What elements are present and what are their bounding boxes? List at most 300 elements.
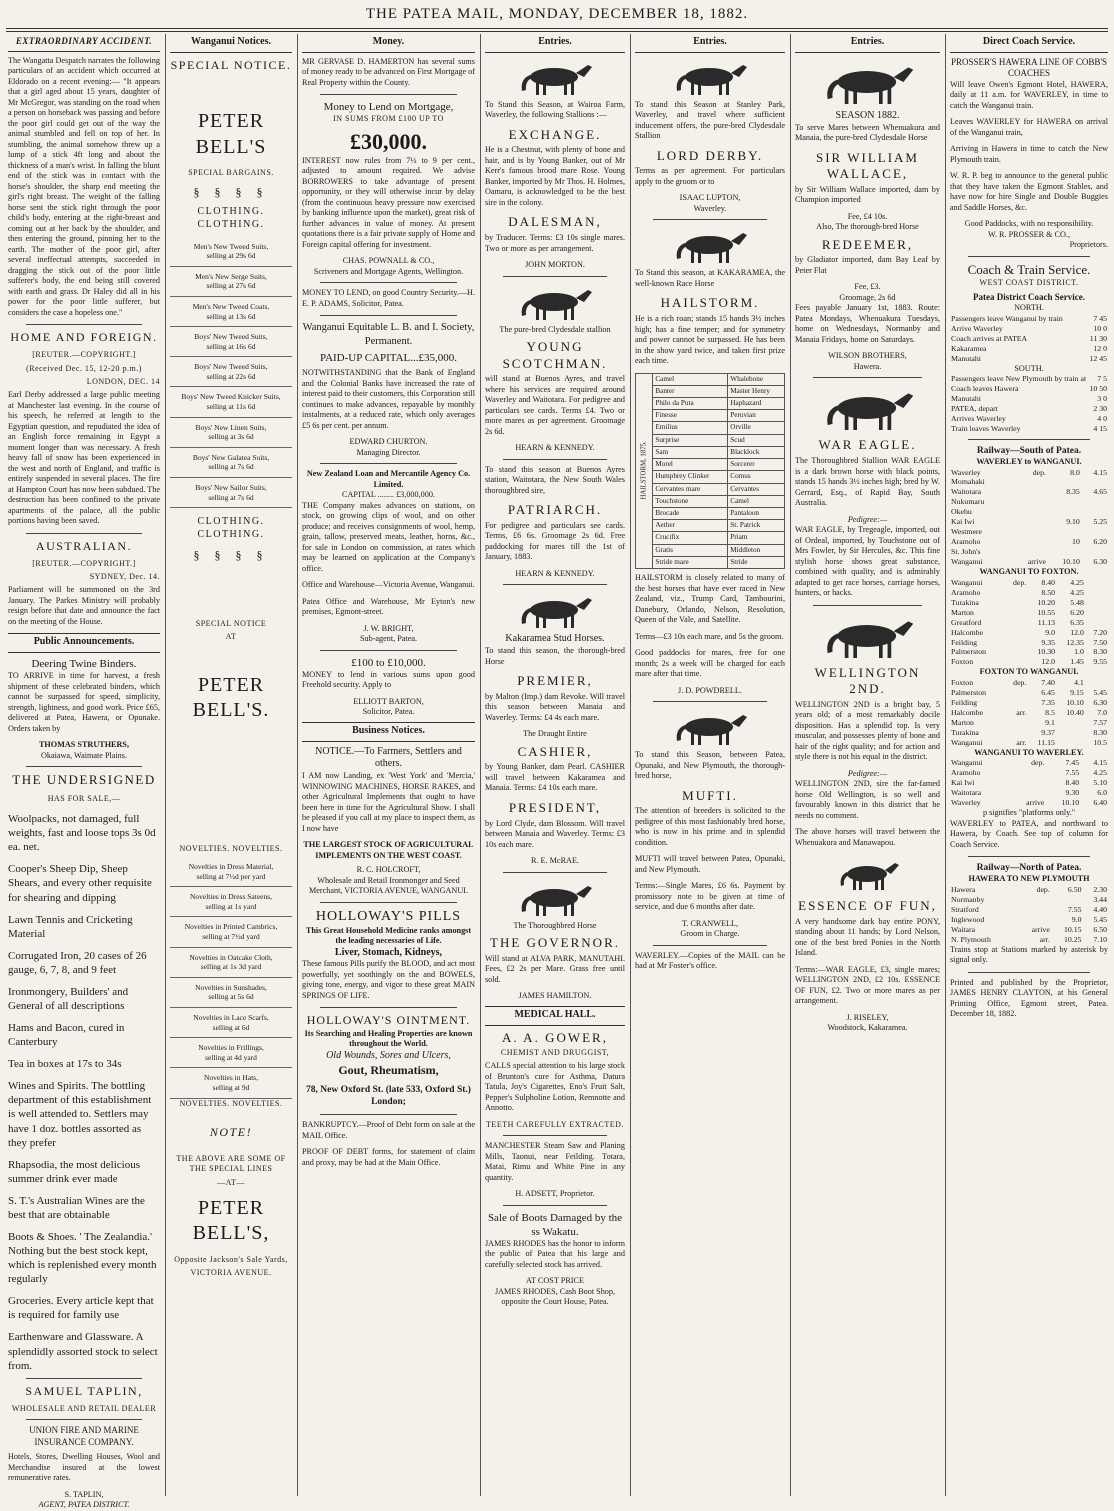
time-cell — [1012, 497, 1047, 507]
home-foreign-heading: HOME AND FOREIGN. — [10, 330, 158, 345]
essence-terms: Terms:—WAR EAGLE, £3, single mares; WELLINGTON 2ND, £2 10s. ESSENCE OF FUN, £2. Two or more mares as per arrangement. — [795, 964, 940, 1006]
station-name: Foxton — [951, 657, 974, 667]
time-cell: 6.30 — [1093, 697, 1107, 707]
suit-item — [170, 387, 292, 417]
station-name: Wanganui — [951, 737, 983, 747]
wilson-name: WILSON BROTHERS, — [828, 351, 907, 361]
time-cell: dep. — [1012, 577, 1027, 587]
union-text: Hotels, Stores, Dwelling Houses, Wool and Merchandise insured at the lowest remunerative rates. — [8, 1452, 160, 1483]
gower-text: CALLS special attention to his large stock of Brunton's cure for Asthma, Datura Tatula, Joy's Cigarettes, Eno's Fruit Salt, Pepper's Sulpholine Lotion, Remnotte and Annotto. — [485, 1061, 625, 1113]
hailstorm-terms: Terms—£3 10s each mare, and 5s the groom. — [635, 631, 784, 641]
timetable-row — [950, 507, 1108, 517]
time-cell: dep. — [1031, 758, 1045, 768]
time-cell — [1047, 547, 1081, 557]
time-cell: 7.0 — [1097, 707, 1107, 717]
time-cell — [1005, 638, 1027, 648]
platform-note: p signifies "platforms only." — [982, 808, 1076, 818]
timetable-row — [950, 557, 1108, 567]
largest-stock: THE LARGEST STOCK OF AGRICULTURAL IMPLEMENTS ON THE WEST COAST. — [303, 840, 474, 860]
trains-stop-note: Trains stop at Stations marked by asterisk by signal only. — [950, 944, 1108, 965]
pedigree-row — [636, 422, 785, 434]
novelty-item — [170, 917, 292, 947]
pedigree-dam: Blacklock — [728, 446, 785, 458]
wallace-text: by Sir William Wallace imported, dam by Champion imported — [795, 184, 940, 205]
bankruptcy-notice: BANKRUPTCY.—Proof of Debt form on sale at the MAIL Office. — [302, 1120, 475, 1140]
wanganui-waverley-timetable — [950, 758, 1108, 808]
station-name: Turakina — [951, 727, 979, 737]
hailstorm-text: He is a rich roan; stands 15 hands 3½ inches high; has a fine temper; and for symmetry and power cannot be surpassed. He has been in the show yard twice, and taken first prize each time. — [635, 314, 785, 366]
timetable-row — [950, 324, 1108, 334]
draught-intro: The Draught Entire — [523, 729, 587, 739]
barton-subtitle: Solicitor, Patea. — [362, 707, 415, 717]
pedigree-dam: Scud — [728, 434, 785, 446]
novelty-price: selling at 9d — [212, 1082, 250, 1092]
young-text: will stand at Buenos Ayres, and travel where his services are required around Waverley and Waitotara. For pedigree and particulars see cards. Terms £4. Two or more mares as per agreement. Groomage 2s 6d. — [485, 374, 625, 436]
pedigree-sire: Camel — [653, 373, 728, 385]
timetable-row — [950, 758, 1108, 768]
riseley-name: J. RISELEY, — [846, 1012, 889, 1022]
time-cell: 7 5 — [1097, 374, 1107, 384]
station-name: Manutahi — [951, 353, 981, 363]
pedigree-dam: St. Patrick — [728, 520, 785, 532]
accident-heading: EXTRAORDINARY ACCIDENT. — [8, 34, 160, 52]
time-cell — [1009, 788, 1045, 798]
pedigree-row — [636, 459, 785, 471]
time-cell — [1005, 588, 1027, 598]
time-cell: 8.30 — [1093, 647, 1107, 657]
s-taplin: S. TAPLIN, — [64, 1489, 104, 1499]
novelty-item — [170, 1008, 292, 1038]
suit-item — [170, 267, 292, 297]
suit-name: Boys' New Tweed Suits, — [194, 332, 268, 342]
deering-text: TO ARRIVE in time for harvest, a fresh shipment of these celebrated binders, which cannot be surpassed for speed, simplicity, strength, lightness, and good work. Price £65, delivered at Patea, Hawera, or Opunake. Orders taken by — [8, 671, 160, 733]
time-cell: 4 15 — [1093, 423, 1107, 433]
paddocks-line: Good Paddocks, with no responsibility. — [964, 219, 1094, 229]
timetable-row — [950, 424, 1108, 434]
received-line: (Received Dec. 15, 12-20 p.m.) — [26, 363, 142, 373]
horse-illustration — [665, 225, 755, 265]
station-name: Halcombe — [951, 707, 984, 717]
coach-train-heading: Coach & Train Service. — [967, 261, 1091, 277]
time-cell: arrive — [1031, 924, 1050, 934]
timetable-row — [950, 394, 1108, 404]
ornament-row: § § § § — [193, 184, 269, 199]
dateline-london: LONDON, DEC. 14 — [86, 376, 160, 386]
time-cell: 9.0 — [1071, 914, 1082, 924]
pedigree-dam: Middleton — [728, 544, 785, 556]
medical-hall-heading: MEDICAL HALL. — [485, 1006, 625, 1026]
station-name: Kakaramea — [951, 343, 987, 353]
station-name: Aramoho — [951, 537, 981, 547]
kakaramea-heading: Kakaramea Stud Horses. — [505, 633, 605, 645]
time-cell: 10.20 — [1037, 597, 1056, 607]
special-notice: SPECIAL NOTICE. — [170, 57, 292, 72]
time-cell: 10.15 — [1064, 924, 1082, 934]
novelty-price: selling at 1s 3d yard — [200, 962, 262, 972]
horse-lord-derby: LORD DERBY. — [656, 147, 764, 163]
time-cell: 8.30 — [1093, 727, 1107, 737]
leaves-text: Leaves WAVERLEY for HAWERA on arrival of the Wanganui train, — [950, 117, 1108, 137]
victoria-avenue: VICTORIA AVENUE. — [190, 1268, 272, 1278]
president-text: by Lord Clyde, dam Blossom. Will travel between Manaia and Waverley. Terms: £3 10s each mare. — [485, 818, 625, 849]
teeth-line: TEETH CAREFULLY EXTRACTED. — [486, 1119, 624, 1129]
pedigree-row — [636, 544, 785, 556]
pedigree-sire: Emilius — [653, 422, 728, 434]
pedigree-sire: Stride mare — [653, 556, 728, 568]
suit-price: selling at 7s 6d — [208, 462, 254, 472]
paid-text: NOTWITHSTANDING that the Bank of England and the Colonial Banks have increased the rate of interest paid to their customers, this Corporation still continues to make advances, repayable by monthly instalments, at a reduced rate, which only averages £5 6s per cent. per annum. — [302, 368, 475, 430]
station-name: Okehu — [951, 507, 972, 517]
boots-text: JAMES RHODES has the honor to inform the public of Patea that his large and carefully selected stock has arrived. — [485, 1238, 625, 1269]
pedigree-label: HAILSTORM, 1875. — [636, 373, 653, 569]
novelties-heading: NOVELTIES. NOVELTIES. — [179, 843, 283, 853]
time-cell: 9.15 — [1070, 687, 1084, 697]
dalesman-text: by Traducer. Terms: £3 10s single mares. Two or more as per arrangement. — [485, 233, 625, 253]
south-heading: SOUTH. — [1014, 363, 1044, 373]
time-cell: 3.44 — [1093, 894, 1107, 904]
pedigree-row — [636, 495, 785, 507]
reuter-copyright: [REUTER.—COPYRIGHT.] — [32, 558, 136, 568]
time-cell: 11 30 — [1089, 333, 1107, 343]
time-cell: 5.45 — [1093, 687, 1107, 697]
novelty-name: Novelties in Lace Scarfs, — [193, 1013, 269, 1022]
pedigree-dam: Master Henry — [728, 385, 785, 397]
time-cell: 4.25 — [1093, 768, 1107, 778]
station-name: Waitotara — [951, 487, 982, 497]
station-name: Aramoho — [951, 768, 981, 778]
earthenware: Earthenware and Glassware. A splendidly assorted stock to select from. — [8, 1331, 158, 1372]
hundred-heading: £100 to £10,000. — [351, 656, 426, 669]
suit-price: selling at 27s 6d — [206, 281, 256, 291]
suit-item — [170, 297, 292, 327]
station-name: Coach arrives at PATEA — [951, 333, 1028, 343]
waverley-patea-note: WAVERLEY to PATEA, and northward to Hawera, by Coach. See top of column for Coach Service. — [950, 818, 1108, 849]
railway-north-heading: Railway—North of Patea. — [976, 863, 1082, 874]
time-cell — [1012, 527, 1047, 537]
dateline-sydney: SYDNEY, Dec. 14. — [89, 572, 160, 582]
time-cell: 8.40 — [1041, 577, 1056, 587]
time-cell: 10.10 — [1066, 697, 1084, 707]
fee-2: Fee, £3. — [854, 282, 881, 292]
timetable-row — [950, 638, 1108, 648]
time-cell — [1005, 718, 1028, 728]
pedigree-sire: Sam — [653, 446, 728, 458]
time-cell: 7.10 — [1093, 934, 1107, 944]
timetable-row — [950, 578, 1108, 588]
holloway-text: These famous Pills purify the BLOOD, and act most powerfully, yet soothingly on the and BOWELS, giving tone, energy, and vigor to these great MAIN SPRINGS OF LIFE. — [302, 959, 475, 1000]
time-cell — [1018, 915, 1051, 925]
wrp-text: W. R. P. beg to announce to the general public that they have taken the Egmont Stables, and have now for hire Single and Double Buggies and Saddle Horses, &c. — [950, 171, 1108, 212]
time-cell — [1012, 537, 1047, 547]
old-wounds: Old Wounds, Sores and Ulcers, — [326, 1049, 451, 1061]
time-cell: 8.50 — [1041, 587, 1056, 597]
time-cell — [1081, 547, 1108, 557]
timetable-row — [950, 517, 1108, 527]
station-name: Waverley — [951, 798, 981, 808]
pedigree-dam: Peruvian — [728, 410, 785, 422]
sydney-article: Parliament will be summoned on the 3rd January. The Parkes Ministry will probably resign before that date and announce the fact on the meeting of the House. — [8, 585, 160, 626]
corrugated-iron: Corrugated Iron, 20 cases of 26 gauge, 6, 7, 8, and 9 feet — [8, 949, 147, 976]
pedigree-heading-2: Pedigree:— — [847, 768, 888, 778]
time-cell — [1081, 527, 1108, 537]
suit-name: Men's New Serge Suits, — [195, 271, 267, 281]
time-cell — [1081, 477, 1108, 487]
reuter-copyright: [REUTER.—COPYRIGHT.] — [32, 350, 136, 360]
paid-up-capital: PAID-UP CAPITAL...£35,000. — [319, 352, 458, 365]
time-cell: 10.30 — [1037, 647, 1056, 657]
time-cell: 7 45 — [1093, 313, 1107, 323]
timetable-row — [950, 698, 1108, 708]
time-cell: 1.45 — [1070, 657, 1084, 667]
time-cell: 4.15 — [1093, 758, 1107, 768]
for-sale: HAS FOR SALE,— — [47, 793, 121, 803]
column-entries-3 — [791, 34, 944, 1496]
station-name: Marton — [951, 607, 974, 617]
suit-name: Boys' New Galatea Suits, — [192, 452, 270, 462]
time-cell — [1081, 507, 1108, 517]
mufti-more: MUFTI will travel between Patea, Opunaki, and New Plymouth. — [635, 854, 785, 874]
novelty-price: selling at 7½d yard — [202, 932, 260, 942]
war-more: WAR EAGLE, by Tregeagle, imported, out of Ordeal, imported, by Touchstone out of Mrs Fowler, by Sir Hercules, &c. This fine stylish horse shows great substance, combined with quality, and is admirably adapted to get race horses, carriage horses, hunters, or hacks. — [795, 525, 940, 598]
time-cell: 5.45 — [1093, 914, 1107, 924]
woolpacks: Woolpacks, not damaged, full weights, fast and loose tops 3s 0d ea. net. — [8, 813, 156, 854]
time-cell: 9.1 — [1045, 717, 1055, 727]
hawera-new-plymouth-timetable — [950, 885, 1108, 945]
station-name: St. John's — [951, 547, 981, 557]
station-name: Manutahi — [951, 393, 981, 403]
pedigree-dam: Haphazard — [728, 397, 785, 409]
suit-name: Boys' New Linen Suits, — [195, 422, 267, 432]
novelty-price: selling at 1s yard — [205, 901, 257, 911]
time-cell: 6.50 — [1067, 884, 1082, 894]
suit-price: selling at 13s 6d — [206, 311, 256, 321]
station-name: Nukumaru — [951, 497, 985, 507]
time-cell: 8.35 — [1066, 487, 1080, 497]
waverley-note: WAVERLEY.—Copies of the MAIL can be had at Mr Foster's office. — [635, 950, 785, 971]
horse-president: PRESIDENT, — [508, 799, 602, 815]
governor-text: Will stand at ALVA PARK, MANUTAHI. Fees, £2 2s per Mare. Grass free until sold. — [485, 953, 625, 984]
horse-illustration — [813, 383, 923, 433]
horse-premier: PREMIER, — [517, 673, 593, 689]
suit-price: selling at 22s 6d — [206, 371, 256, 381]
timetable-row — [950, 778, 1108, 788]
pedigree-row — [636, 446, 785, 458]
timetable-row — [950, 547, 1108, 557]
time-cell: 9.35 — [1041, 637, 1056, 647]
timetable-row — [950, 628, 1108, 638]
time-cell — [1012, 487, 1047, 497]
pony-illustration — [823, 854, 913, 894]
season-heading: SEASON 1882. — [835, 109, 900, 121]
time-cell: 12 45 — [1089, 353, 1107, 363]
special-notice-2: SPECIAL NOTICE — [195, 619, 267, 629]
time-cell — [1005, 688, 1028, 698]
pedigree-dam: Comus — [728, 471, 785, 483]
time-cell — [1081, 497, 1108, 507]
timetable-row — [950, 935, 1108, 945]
lend-amount: £30,000. — [350, 128, 427, 154]
timetable-row — [950, 885, 1108, 895]
timetable-row — [950, 798, 1108, 808]
morton-sign: JOHN MORTON. — [525, 260, 585, 270]
column-money — [298, 34, 479, 1496]
time-cell — [1005, 647, 1027, 657]
stanley-intro: To stand this Season at Stanley Park, Waverley, and travel where sufficient inducement offers, the pure-bred Clydesdale Stallion — [635, 99, 785, 141]
at-label: AT — [225, 632, 237, 642]
patriarch-text: For pedigree and particulars see cards. Terms, £6 6s. Groomage 2s 6d. Free paddocking for mares till the 1st of January, 1883. — [485, 520, 625, 562]
time-cell — [1012, 507, 1047, 517]
notice-heading: NOTICE.—To Farmers, Settlers and others. — [315, 745, 462, 770]
manchester-text: MANCHESTER Steam Saw and Planing Mills, Taonui, near Feilding. Totara, Matai, Rimu and White Pine in any quantity. — [485, 1141, 625, 1182]
agent-line: AGENT, PATEA DISTRICT. — [38, 1500, 130, 1510]
oxford-address: 78, New Oxford St. (late 533, Oxford St.) London; — [306, 1084, 471, 1108]
bright-name: J. W. BRIGHT, — [363, 623, 414, 633]
station-name: Turakina — [951, 597, 979, 607]
pedigree-row — [636, 373, 785, 385]
gower-subtitle: CHEMIST AND DRUGGIST, — [500, 1048, 610, 1058]
timetable-row — [950, 708, 1108, 718]
time-cell: 7.55 — [1067, 904, 1082, 914]
time-cell — [1056, 728, 1085, 738]
time-cell — [1047, 507, 1081, 517]
pedigree-row — [636, 532, 785, 544]
station-name: Wanganui — [951, 557, 983, 567]
lupton-subtitle: Waverley. — [693, 203, 727, 213]
kaka-intro-2: To Stand this season, at KAKARAMEA, the well-known Race Horse — [635, 268, 785, 288]
horse-patriarch: PATRIARCH. — [507, 502, 603, 518]
station-name: Train leaves Waverley — [951, 423, 1021, 433]
above-lines: THE ABOVE ARE SOME OF THE SPECIAL LINES — [176, 1154, 286, 1174]
station-name: Passengers leave Wanganui by train — [951, 313, 1063, 323]
station-name: Inglewood — [951, 914, 985, 924]
business-heading: Business Notices. — [302, 722, 475, 742]
pedigree-row — [636, 471, 785, 483]
lend-adams: MONEY TO LEND, on good Country Security.—H. E. P. ADAMS, Solicitor, Patea. — [302, 288, 475, 308]
suit-item — [170, 327, 292, 357]
time-cell: 10 50 — [1089, 384, 1107, 394]
essence-text: A very handsome dark bay entire PONY, standing about 11 hands; by Lord Nelson, one of the best bred Ponies in the North Island. — [795, 916, 940, 958]
station-name: Hawera — [951, 884, 976, 894]
novelty-name: Novelties in Oatcake Cloth, — [189, 952, 273, 962]
station-name: Momahaki — [951, 477, 985, 487]
suit-name: Boys' New Tweed Suits, — [194, 362, 268, 372]
equitable-heading: Wanganui Equitable L. B. and I. Society, Permanent. — [302, 322, 475, 347]
notice-text: I AM now Landing, ex 'West York' and 'Mercia,' WINNOWING MACHINES, HORSE RAKES, and other Agricultural Implements that ought to have been here in time for the Agricultural Show. I shall be pleased if you call at my place to inspect them, as I now have — [302, 771, 475, 833]
time-cell: 1.0 — [1074, 647, 1084, 657]
column-entries-2 — [631, 34, 789, 1496]
hamilton-sign: JAMES HAMILTON. — [518, 991, 592, 1001]
station-name: Arrive Waverley — [951, 323, 1003, 333]
time-cell: 7.40 — [1041, 677, 1055, 687]
struthers-name: THOMAS STRUTHERS, — [38, 740, 130, 750]
timetable-row — [950, 905, 1108, 915]
time-cell — [1009, 778, 1045, 788]
ornament-row: § § § § — [193, 547, 269, 562]
time-cell: 12.0 — [1041, 657, 1056, 667]
horse-illustration — [510, 878, 600, 918]
time-cell: 10.10 — [1062, 557, 1080, 567]
deering-heading: Deering Twine Binders. — [31, 658, 137, 671]
station-name: Kai Iwi — [951, 517, 975, 527]
wilson-subtitle: Hawera. — [853, 361, 882, 371]
top-rule — [6, 28, 1108, 29]
time-cell: 10.25 — [1064, 934, 1082, 944]
union-heading: UNION FIRE AND MARINE INSURANCE COMPANY. — [29, 1425, 139, 1447]
timetable-row — [950, 768, 1108, 778]
horse-dalesman: DALESMAN, — [508, 214, 602, 230]
time-cell: arrive — [1026, 798, 1045, 808]
redeemer-text: by Gladiator imported, dam Bay Leaf by Peter Flat — [795, 255, 940, 275]
wang-fox-heading: WANGANUI TO FOXTON. — [979, 567, 1079, 577]
peter-bell-title: PETER BELL'S — [195, 110, 267, 158]
taplin-subtitle: WHOLESALE AND RETAIL DEALER — [11, 1404, 157, 1414]
station-name: Wanganui — [951, 758, 983, 768]
column-entries-1 — [481, 34, 629, 1496]
struthers-address: Okaiawa, Waimate Plains. — [40, 750, 128, 760]
time-cell: 4.25 — [1070, 587, 1084, 597]
kaka-intro: To stand this season, the thorough-bred Horse — [485, 646, 625, 666]
prosser-text: Will leave Owen's Egmont Hotel, HAWERA, daily at 11 a.m. for WAVERLEY, in time to catch the Wanganui train. — [950, 79, 1108, 110]
horse-wallace: SIR WILLIAM WALLACE, — [815, 149, 919, 182]
at-label-2: —AT— — [217, 1177, 245, 1187]
taplin-name: SAMUEL TAPLIN, — [25, 1383, 143, 1398]
time-cell — [1005, 728, 1028, 738]
office-line: Office and Warehouse—Victoria Avenue, Wanganui. — [302, 580, 475, 590]
boots-shoes: Boots & Shoes. ' The Zealandia.' Nothing but the best stock kept, which is replenished every month regularly — [8, 1231, 157, 1286]
station-name: PATEA, depart — [951, 403, 998, 413]
station-name: N. Plymouth — [951, 934, 991, 944]
timetable-row — [950, 738, 1108, 748]
suit-item — [170, 448, 292, 478]
ironmongery: Ironmongery, Builders' and General of all descriptions — [8, 985, 129, 1012]
clyde-intro: The pure-bred Clydesdale stallion — [499, 324, 611, 334]
time-cell: 9.55 — [1093, 657, 1107, 667]
time-cell — [1051, 895, 1083, 905]
exchange-text: He is a Chestnut, with plenty of bone and hair, and is by Young Banker, out of Mr Kerr's famous brood mare Rose. Young Banker, imported by Mr Thos. H. Holmes, Oamaru, is acknowledged to be the best sire in the colony. — [485, 145, 625, 207]
time-cell — [1047, 497, 1081, 507]
pedigree-sire: Brocade — [653, 507, 728, 519]
station-name: Halcombe — [951, 627, 984, 637]
time-cell: 10 — [1072, 537, 1080, 547]
time-cell: 7.35 — [1041, 697, 1055, 707]
timetable-row — [950, 688, 1108, 698]
time-cell: 12.35 — [1066, 637, 1084, 647]
suit-name: Men's New Tweed Suits, — [193, 241, 269, 251]
timetable-row — [950, 598, 1108, 608]
peter-bell-title-2: PETER BELL'S. — [192, 673, 270, 722]
time-cell: 8.5 — [1045, 707, 1055, 717]
novelty-name: Novelties in Printed Cambrics, — [184, 922, 278, 932]
time-cell: 4.65 — [1093, 487, 1107, 497]
timetable-row — [950, 334, 1108, 344]
novelty-item — [170, 978, 292, 1008]
time-cell — [1005, 628, 1027, 638]
pedigree-sire: Banter — [653, 385, 728, 397]
suit-item — [170, 357, 292, 387]
suit-name: Boys' New Sailor Suits, — [195, 483, 267, 493]
pedigree-sire: Aether — [653, 520, 728, 532]
timetable-row — [950, 477, 1108, 487]
time-cell: 12 0 — [1093, 343, 1107, 353]
pedigree-dam: Stride — [728, 556, 785, 568]
pedigree-sire: Crucifix — [653, 532, 728, 544]
horse-essence-of-fun: ESSENCE OF FUN, — [798, 898, 937, 914]
pedigree-row — [636, 410, 785, 422]
horse-exchange: EXCHANGE. — [508, 126, 602, 142]
timetable-row — [950, 588, 1108, 598]
time-cell: dep. — [1013, 677, 1027, 687]
suit-price: selling at 29s 6d — [206, 251, 256, 261]
